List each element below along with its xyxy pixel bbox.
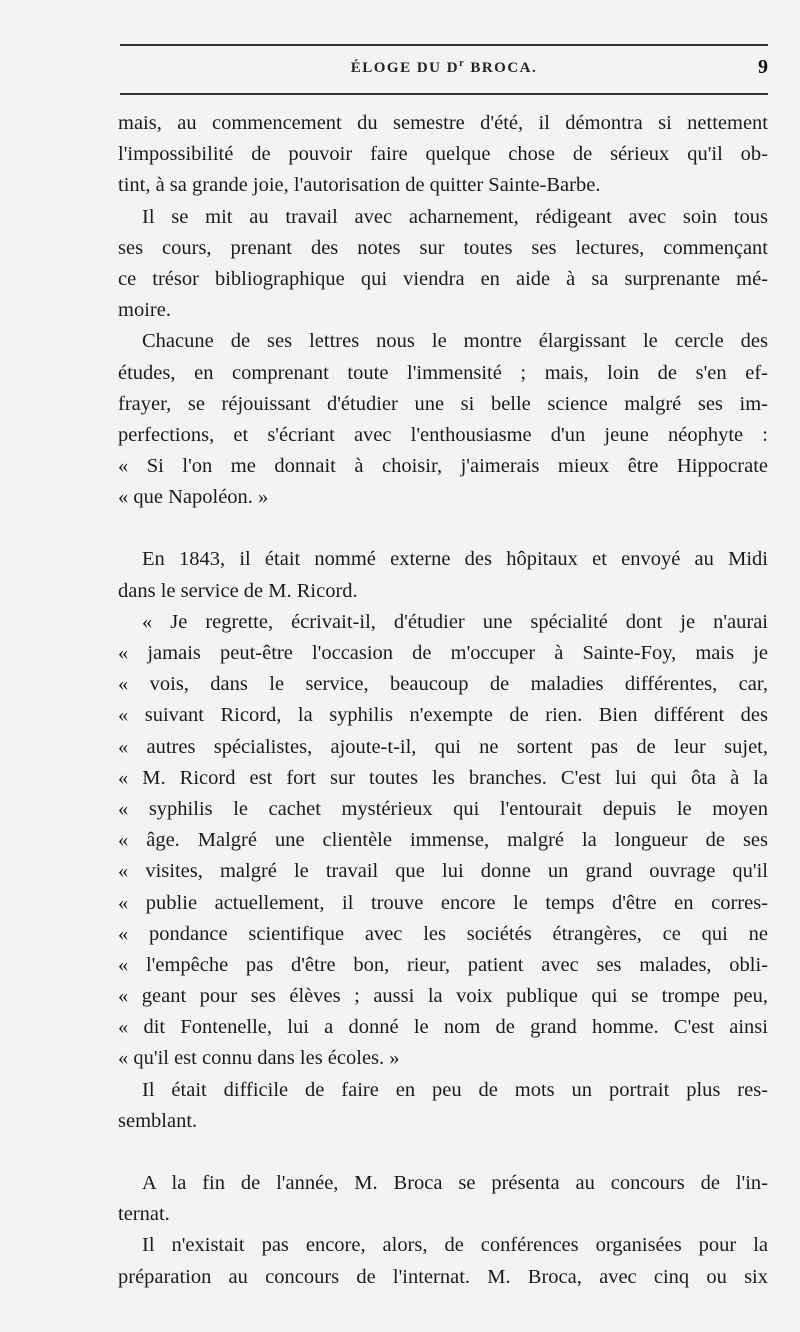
page-header [120, 58, 768, 84]
text-line: « suivant Ricord, la syphilis n'exempte de rien. Bien différent des [118, 704, 768, 727]
text-line: frayer, se réjouissant d'étudier une si belle science malgré ses im- [118, 392, 768, 415]
text-line: « pondance scientifique avec les sociétés étrangères, ce qui ne [118, 922, 768, 945]
text-line: ses cours, prenant des notes sur toutes ses lectures, commençant [118, 236, 768, 259]
text-line: préparation au concours de l'internat. M. Broca, avec cinq ou six [118, 1265, 768, 1288]
text-line: ce trésor bibliographique qui viendra en aide à sa surprenante mé- [118, 267, 768, 290]
text-line: dans le service de M. Ricord. [118, 579, 358, 602]
text-line: « geant pour ses élèves ; aussi la voix publique qui se trompe peu, [118, 985, 768, 1008]
header-bottom-rule [120, 93, 768, 95]
text-line: perfections, et s'écriant avec l'enthousiasme d'un jeune néophyte : [118, 423, 768, 446]
section-gap [118, 513, 768, 544]
text-line: « jamais peut-être l'occasion de m'occuper à Sainte-Foy, mais je [118, 642, 768, 664]
text-line: « syphilis le cachet mystérieux qui l'entourait depuis le moyen [118, 797, 768, 820]
text-line: l'impossibilité de pouvoir faire quelque chose de sérieux qu'il ob- [118, 143, 768, 166]
text-line: « vois, dans le service, beaucoup de maladies différentes, car, [118, 673, 768, 696]
text-line: Il n'existait pas encore, alors, de conférences organisées pour la [142, 1234, 768, 1257]
text-line: « l'empêche pas d'être bon, rieur, patient avec ses malades, obli- [118, 953, 768, 976]
text-line: A la fin de l'année, M. Broca se présenta au concours de l'in- [142, 1172, 768, 1194]
text-line: ternat. [118, 1203, 170, 1226]
text-line: mais, au commencement du semestre d'été, il démontra si nettement [118, 112, 768, 134]
section-gap [118, 1137, 768, 1168]
text-line: Il se mit au travail avec acharnement, rédigeant avec soin tous [142, 205, 768, 228]
text-line: « qu'il est connu dans les écoles. » [118, 1047, 400, 1070]
text-line: semblant. [118, 1109, 198, 1132]
text-line: « Si l'on me donnait à choisir, j'aimerais mieux être Hippocrate [118, 455, 768, 478]
text-line: « publie actuellement, il trouve encore le temps d'être en corres- [118, 891, 768, 914]
text-line: « dit Fontenelle, lui a donné le nom de grand homme. C'est ainsi [118, 1016, 768, 1039]
text-line: « que Napoléon. » [118, 486, 269, 509]
text-line: études, en comprenant toute l'immensité ; mais, loin de s'en ef- [118, 361, 768, 384]
text-line: « âge. Malgré une clientèle immense, malgré la longueur de ses [118, 829, 768, 852]
header-top-rule [120, 44, 768, 46]
page-number: 9 [758, 56, 768, 78]
text-line: « Je regrette, écrivait-il, d'étudier une spécialité dont je n'aurai [142, 610, 768, 633]
text-line: Chacune de ses lettres nous le montre élargissant le cercle des [142, 330, 768, 353]
text-line: « autres spécialistes, ajoute-t-il, qui ne sortent pas de leur sujet, [118, 735, 768, 758]
body-text [118, 108, 768, 1293]
text-line: « M. Ricord est fort sur toutes les branches. C'est lui qui ôta à la [118, 766, 768, 789]
running-title: ÉLOGE DU $D^r$ BROCA. [350, 58, 538, 76]
text-line: moire. [118, 299, 171, 322]
text-line: En 1843, il était nommé externe des hôpitaux et envoyé au Midi [142, 548, 768, 571]
text-line: Il était difficile de faire en peu de mots un portrait plus res- [142, 1078, 768, 1101]
text-line: « visites, malgré le travail que lui donne un grand ouvrage qu'il [118, 860, 768, 883]
text-line: tint, à sa grande joie, l'autorisation de quitter Sainte-Barbe. [118, 174, 601, 197]
